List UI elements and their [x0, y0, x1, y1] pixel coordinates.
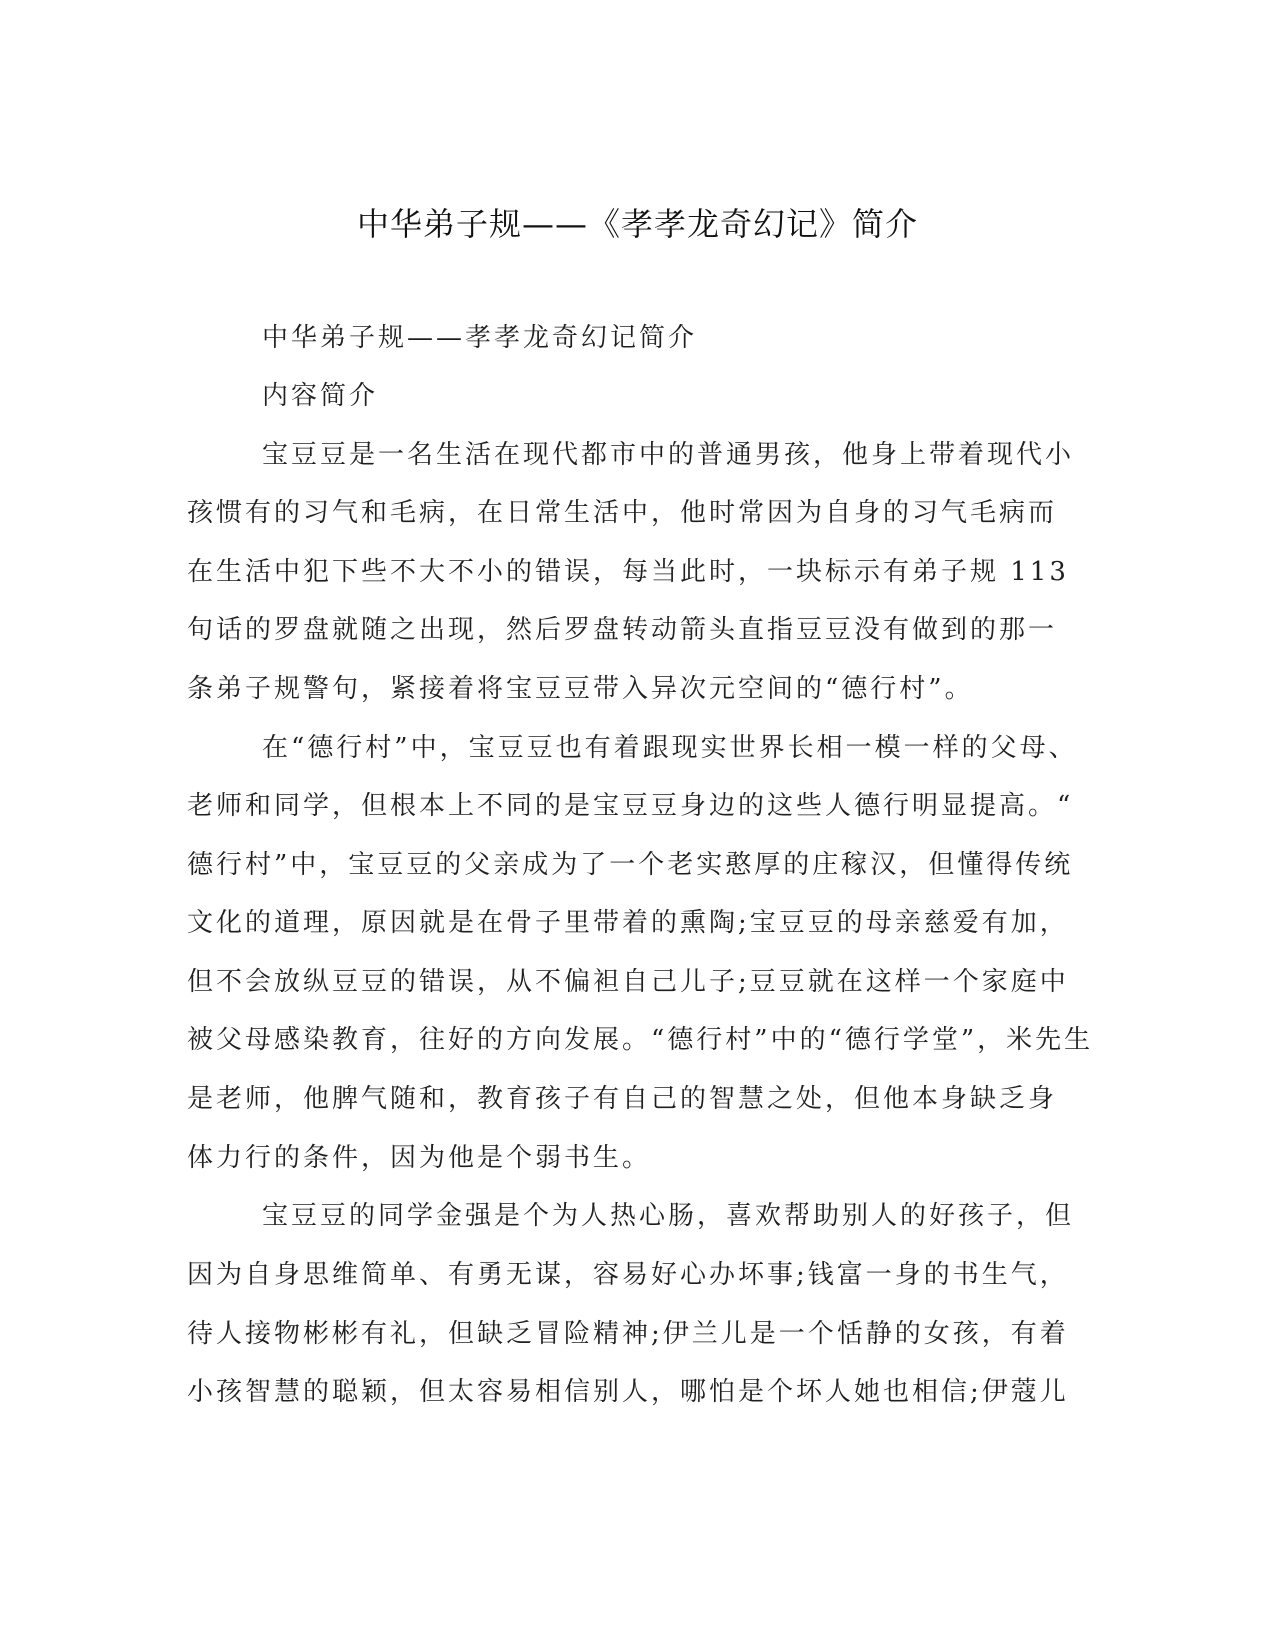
subtitle-line: 中华弟子规——孝孝龙奇幻记简介	[262, 323, 698, 353]
paragraph-1-line-5: 条弟子规警句，紧接着将宝豆豆带入异次元空间的“德行村”。	[187, 674, 974, 704]
section-heading: 内容简介	[262, 381, 379, 411]
paragraph-1-line-3: 在生活中犯下些不大不小的错误，每当此时，一块标示有弟子规 113	[187, 557, 1069, 587]
paragraph-3-line-1: 宝豆豆的同学金强是个为人热心肠，喜欢帮助别人的好孩子，但	[262, 1201, 1075, 1231]
paragraph-2-line-2: 老师和同学，但根本上不同的是宝豆豆身边的这些人德行明显提高。“	[187, 791, 1074, 821]
paragraph-2-line-5: 但不会放纵豆豆的错误，从不偏袒自己儿子;豆豆就在这样一个家庭中	[187, 967, 1069, 997]
paragraph-2-line-1: 在“德行村”中，宝豆豆也有着跟现实世界长相一模一样的父母、	[262, 733, 1078, 763]
paragraph-1-line-2: 孩惯有的习气和毛病，在日常生活中，他时常因为自身的习气毛病而	[187, 498, 1058, 528]
paragraph-2-line-3: 德行村”中，宝豆豆的父亲成为了一个老实憨厚的庄稼汉，但懂得传统	[187, 850, 1074, 880]
paragraph-2-line-6: 被父母感染教育，往好的方向发展。“德行村”中的“德行学堂”，米先生	[187, 1025, 1094, 1055]
paragraph-3-line-4: 小孩智慧的聪颖，但太容易相信别人，哪怕是个坏人她也相信;伊蔻儿	[187, 1377, 1069, 1407]
paragraph-2-line-4: 文化的道理，原因就是在骨子里带着的熏陶;宝豆豆的母亲慈爱有加，	[187, 908, 1069, 938]
document-title: 中华弟子规——《孝孝龙奇幻记》简介	[356, 205, 918, 243]
paragraph-1-line-4: 句话的罗盘就随之出现，然后罗盘转动箭头直指豆豆没有做到的那一	[187, 615, 1058, 645]
paragraph-3-line-3: 待人接物彬彬有礼，但缺乏冒险精神;伊兰儿是一个恬静的女孩，有着	[187, 1319, 1069, 1349]
paragraph-1-line-1: 宝豆豆是一名生活在现代都市中的普通男孩，他身上带着现代小	[262, 440, 1075, 470]
paragraph-2-line-7: 是老师，他脾气随和，教育孩子有自己的智慧之处，但他本身缺乏身	[187, 1084, 1058, 1114]
paragraph-3-line-2: 因为自身思维简单、有勇无谋，容易好心办坏事;钱富一身的书生气，	[187, 1260, 1069, 1290]
paragraph-2-line-8: 体力行的条件，因为他是个弱书生。	[187, 1143, 652, 1173]
